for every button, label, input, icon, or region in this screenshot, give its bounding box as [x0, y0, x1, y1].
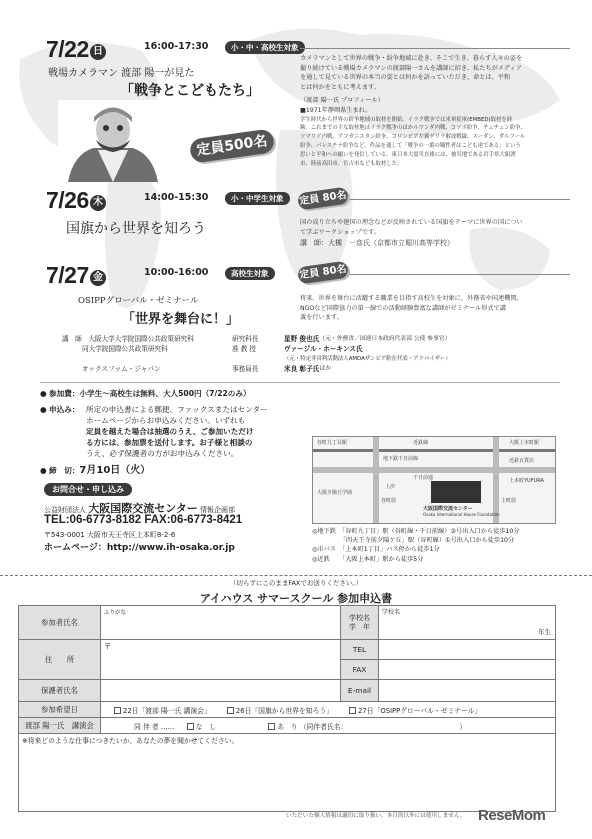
- apply-text: 所定の申込書による郵便、ファックスまたはセンター ホームページからお申込みください。いずれも 定員を越えた場合は抽選のうえ、ご参加いただけ る方には、参加票を送付します。お子様と相談の うえ、必ず保護者の方がお申込みください。: [86, 405, 268, 458]
- wish-label: 参加希望日: [19, 702, 101, 718]
- dream-field[interactable]: ※将来どのような仕事につきたいか、あなたの夢を聞かせてください。: [19, 734, 556, 812]
- access-info: ◎地下鉄 「谷町九丁目」駅（谷町線・千日前線）③号出入口から徒歩10分 「四天王寺前夕陽ケ丘」駅（谷町線）①号出入口から徒歩10分 ◎市バス 「上本町1丁目」バス停から徒歩1分 ◎近鉄 「大阪上本町」駅から徒歩5分: [312, 528, 520, 563]
- email-label: E-mail: [341, 680, 379, 702]
- resemom-watermark: ReseMom: [478, 807, 546, 824]
- map-road-uemachi: [493, 437, 499, 524]
- fee-line: ● 参加費：小学生～高校生は無料、大人500円（7/22のみ）: [40, 389, 251, 398]
- event1-description: カメラマンとして世界の戦争・紛争地域に赴き、そこで生き、暮らす人々の姿を 撮り続けている戦場カメラマンの渡部陽一さんを講師に招き、私たちがメディア を通して見ている世界の本当の姿とは何かを語っていただき、命とは、平和 とは何かをともに考えます。 （渡部 陽一氏 プロフィール） ■1971年静岡県生まれ。 学生時代から世界の紛争地域の取材を開始。イラク戦争では米軍従軍(EMBED)取材を経 験。これまでの主な取材地はイラク戦争のほかルワンダ内戦、コソボ紛争、チェチェン紛争、 ソマリア内戦、アフガニスタン紛争、コロンビア左翼ゲリラ解放戦線、スーダン、ダルフール 紛争、パレスチナ紛争など。作品を通して「戦争の一番の犠牲者はこども達である」という 思いと平和への願いを発信している。東日本大震災直後には、被災地である岩手県大船渡 市、陸前高田市、宮古市なども取材した。: [300, 55, 526, 167]
- guardian-label: 保護者氏名: [19, 680, 101, 702]
- fax-label: FAX: [341, 660, 379, 680]
- event3-lecturers: 講 師 大阪大学大学院国際公共政策研究科 研究科長 星野 俊也氏 （元・外務省／国連日本政府代表部 公使 参事官） 同大学院国際公共政策研究科 准 教 授 ヴァージル・ホーキンス氏 （元・特定非営利活動法人AMDAザンビア駐在代表・アドバイザー） オックスファム・ジャパン 事務局長 米良 彰子氏 ほか: [62, 335, 451, 373]
- event1-time: 16:00-17:30: [144, 41, 209, 52]
- homepage-link[interactable]: ホームページ：http://www.ih-osaka.or.jp: [44, 543, 235, 553]
- companion-options: 同 伴 者 …… な し あ り （同伴者氏名： ）: [101, 718, 556, 734]
- event2-title: 国旗から世界を知ろう: [66, 221, 206, 237]
- event3-title: 「世界を舞台に！」: [122, 312, 240, 327]
- map-road-sennichimae: [313, 467, 556, 473]
- event1-capacity-badge: 定員500名: [189, 128, 276, 163]
- info-separator: [40, 382, 560, 383]
- address: 〒543-0001 大阪市天王寺区上本町8-2-6: [44, 531, 176, 539]
- event3-target-tag: 高校生対象: [225, 267, 275, 280]
- companion-label: 渡部 陽一氏 講演会: [19, 718, 101, 734]
- tel-field[interactable]: [379, 640, 556, 660]
- event3-description: 将来、世界を舞台に活躍する職業を目指す高校生を対象に、外務省や国連機関、 NGOなど国際協力の第一線での活動経験豊富な講師がゼミナール形式で講 義を行います。: [300, 295, 523, 322]
- wish-option-27[interactable]: 27日「OSIPPグローバル・ゼミナール」: [349, 707, 481, 715]
- map-center-building: [431, 481, 481, 503]
- fax-field[interactable]: [379, 660, 556, 680]
- inquiry-bar: お問合せ・申し込み: [44, 483, 132, 496]
- deadline-line: ● 締 切：7月10日（火）: [40, 465, 151, 476]
- guardian-field[interactable]: [101, 680, 341, 702]
- cut-note: （切らずにこのままFAXでお送りください。）: [229, 579, 363, 587]
- event2-date: 7/26 木: [46, 187, 106, 214]
- name-label: 参加者氏名: [19, 606, 101, 640]
- wish-checkbox-26[interactable]: [227, 707, 234, 714]
- email-field[interactable]: [379, 680, 556, 702]
- event2-target-tag: 小・中学生対象: [225, 192, 290, 205]
- apply-label: ● 申込み：: [40, 405, 80, 414]
- form-title: アイハウス サマースクール 参加申込書: [199, 592, 393, 605]
- event1-title: 「戦争とこどもたち」: [120, 83, 260, 99]
- event3-time: 10:00-16:00: [144, 267, 209, 278]
- companion-yes[interactable]: あ り （同伴者氏名：: [268, 723, 347, 731]
- event1-subtitle: 戦場カメラマン 渡部 陽一が見た: [48, 68, 195, 79]
- companion-yes-checkbox[interactable]: [268, 723, 275, 730]
- companion-none[interactable]: な し: [187, 723, 216, 731]
- event2-description: 国の成り立ちや建国の理念などが反映されている国旗をテーマに世界の国につい て学ぶワークショップです。 講 師：大槻 一彦氏（京都市立堀川高等学校）: [300, 219, 523, 248]
- cut-line: [0, 575, 592, 576]
- privacy-note: いただいた個人情報は適切に取り扱い、本目的以外には使用しません。: [286, 813, 466, 819]
- school-label: 学校名 学 年: [341, 606, 379, 640]
- wish-option-22[interactable]: 22日「渡部 陽一氏 講演会」: [114, 707, 211, 715]
- access-map: 谷町九丁目駅 近鉄線 地下鉄千日前線 大阪上本町駅 上本町YUFURA 近鉄百貨店 大阪夕陽丘学園 上汐 大阪国際交流センター Osaka International House Foundation 千日前通 谷町筋 上町筋: [312, 436, 556, 524]
- lecturer-photo: [58, 100, 168, 182]
- event3-capacity-badge: 定員 80名: [297, 261, 349, 285]
- wish-options: [101, 702, 556, 718]
- application-form: [18, 605, 556, 812]
- event2-time: 14:00-15:30: [144, 192, 209, 203]
- event3-date: 7/27 金: [46, 262, 106, 289]
- map-road-tanimachi: [373, 437, 379, 524]
- map-rail-line: [313, 449, 556, 452]
- event2-capacity-badge: 定員 80名: [297, 187, 349, 211]
- event1-date: 7/22 日: [46, 36, 106, 63]
- school-field[interactable]: 学校名 年生: [379, 606, 556, 640]
- tel-fax: TEL:06-6773-8182 FAX:06-6773-8421: [44, 514, 243, 526]
- org-line: 公益財団法人 大阪国際交流センター 情報企画部: [44, 502, 236, 515]
- wish-option-26[interactable]: 26日「国旗から世界を知ろう」: [227, 707, 333, 715]
- event1-target-tag: 小・中・高校生対象: [225, 41, 305, 54]
- event1-rule: [300, 48, 570, 49]
- wish-checkbox-27[interactable]: [349, 707, 356, 714]
- name-field[interactable]: ふりがな: [101, 606, 341, 640]
- companion-none-checkbox[interactable]: [187, 723, 194, 730]
- wish-checkbox-22[interactable]: [114, 707, 121, 714]
- event3-subtitle: OSIPPグローバル・ゼミナール: [78, 296, 199, 306]
- address-field[interactable]: 〒: [101, 640, 341, 680]
- address-label: 住 所: [19, 640, 101, 680]
- tel-label: TEL: [341, 640, 379, 660]
